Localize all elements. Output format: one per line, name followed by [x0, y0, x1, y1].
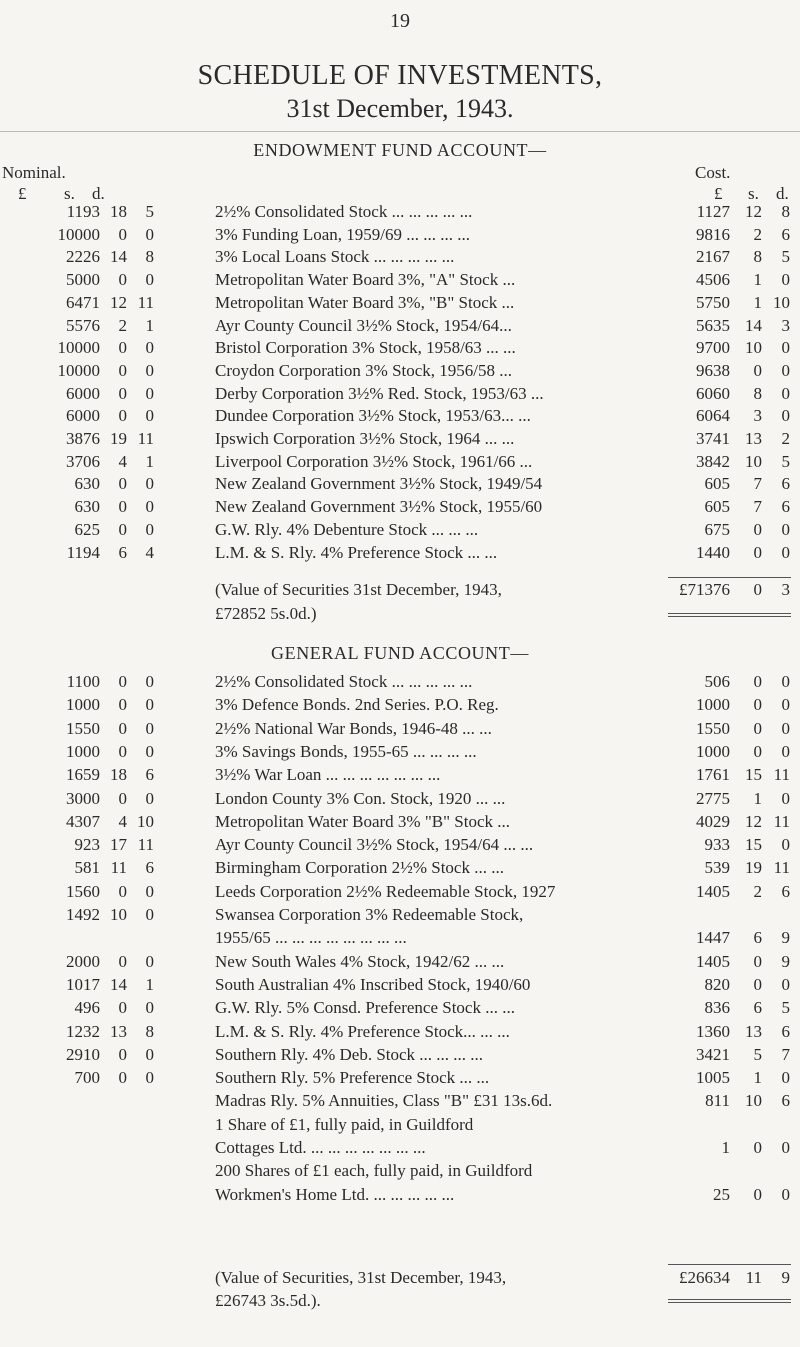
- security-description: Workmen's Home Ltd. ... ... ... ... ...: [215, 1184, 455, 1204]
- nominal-pounds: 625: [74, 519, 100, 539]
- cost-shillings: 2: [753, 881, 762, 901]
- cost-shillings: 13: [745, 429, 762, 448]
- nominal-pounds: 630: [74, 474, 100, 494]
- cost-pounds: 1761: [696, 765, 730, 785]
- page-number: 19: [390, 10, 410, 32]
- nominal-pounds: 10000: [57, 338, 100, 358]
- cost-pence: 0: [781, 360, 790, 380]
- endowment-total-pence: 3: [781, 580, 790, 599]
- security-description: 1955/65 ... ... ... ... ... ... ... ...: [215, 928, 407, 948]
- nominal-pence-unit: d.: [92, 184, 105, 203]
- general-heading: GENERAL FUND ACCOUNT—: [271, 643, 529, 663]
- cost-pound-unit: £: [714, 184, 723, 203]
- security-description: Southern Rly. 5% Preference Stock ... ...: [215, 1068, 490, 1088]
- cost-shillings: 0: [753, 974, 762, 994]
- nominal-shillings: 11: [110, 858, 127, 878]
- nominal-shillings: 14: [110, 974, 127, 994]
- nominal-shillings: 0: [118, 360, 127, 380]
- nominal-pence: 4: [145, 542, 154, 562]
- cost-pence: 5: [781, 451, 790, 471]
- cost-pence-unit: d.: [776, 184, 789, 203]
- security-description: South Australian 4% Inscribed Stock, 1940/60: [215, 974, 531, 994]
- cost-shillings: 0: [753, 695, 762, 715]
- cost-shillings: 6: [753, 998, 762, 1018]
- cost-shillings: 1: [753, 270, 762, 290]
- nominal-pounds: 1017: [66, 974, 100, 994]
- nominal-pounds: 1000: [66, 695, 100, 715]
- cost-pence: 0: [781, 1138, 790, 1157]
- cost-pence: 6: [781, 497, 790, 517]
- endowment-total-pounds: £71376: [679, 580, 730, 599]
- cost-pounds: 605: [704, 474, 730, 494]
- cost-pence: 0: [781, 383, 790, 403]
- security-description: Metropolitan Water Board 3% "B" Stock ...: [215, 811, 511, 831]
- cost-pence: 11: [773, 811, 790, 831]
- security-description: Birmingham Corporation 2½% Stock ... ...: [215, 858, 504, 878]
- nominal-shillings: 18: [110, 202, 127, 221]
- security-description: Metropolitan Water Board 3%, "B" Stock ...: [215, 292, 515, 312]
- nominal-pence: 0: [145, 998, 154, 1018]
- security-description: G.W. Rly. 5% Consd. Preference Stock ... ...: [215, 998, 515, 1018]
- endowment-heading: ENDOWMENT FUND ACCOUNT—: [253, 140, 547, 160]
- cost-pence: 6: [781, 474, 790, 494]
- nominal-pound-unit: £: [18, 184, 27, 203]
- cost-shillings: 1: [753, 292, 762, 312]
- cost-shillings: 1: [753, 788, 762, 808]
- cost-shillings: 0: [753, 542, 762, 562]
- cost-pence: 6: [781, 1091, 790, 1111]
- nominal-pence: 0: [145, 383, 154, 403]
- endowment-value-note: (Value of Securities 31st December, 1943,: [215, 580, 502, 599]
- security-description: Ipswich Corporation 3½% Stock, 1964 ... ...: [215, 429, 515, 448]
- cost-pence: 0: [781, 741, 790, 761]
- nominal-pounds: 1194: [66, 542, 100, 562]
- nominal-pence: 11: [137, 835, 154, 855]
- security-description: New Zealand Government 3½% Stock, 1949/54: [215, 474, 543, 494]
- nominal-shillings: 0: [118, 383, 127, 403]
- endowment-total-shillings: 0: [753, 580, 762, 599]
- nominal-pounds: 1000: [66, 741, 100, 761]
- nominal-pounds: 4307: [66, 811, 100, 831]
- security-description: 200 Shares of £1 each, fully paid, in Guildford: [215, 1161, 533, 1181]
- cost-pounds: 1127: [696, 202, 730, 221]
- nominal-pounds: 2910: [66, 1044, 100, 1064]
- general-double-rule: [668, 1299, 791, 1303]
- cost-shillings: 7: [753, 474, 762, 494]
- cost-pounds: 3741: [696, 429, 730, 448]
- nominal-shillings: 0: [118, 718, 127, 738]
- general-total-shillings: 11: [745, 1268, 762, 1287]
- cost-shillings: 0: [753, 1184, 762, 1204]
- nominal-pounds: 630: [74, 497, 100, 517]
- cost-shillings: 8: [753, 247, 762, 267]
- nominal-shillings: 14: [110, 247, 127, 267]
- nominal-pounds: 6000: [66, 383, 100, 403]
- nominal-pence: 10: [137, 811, 154, 831]
- cost-pence: 9: [781, 928, 790, 948]
- cost-pounds: 9638: [696, 360, 730, 380]
- cost-pence: 0: [781, 974, 790, 994]
- nominal-pounds: 10000: [57, 224, 100, 244]
- security-description: 2½% Consolidated Stock ... ... ... ... ...: [215, 672, 473, 691]
- nominal-pence: 0: [145, 519, 154, 539]
- cost-pounds: 811: [705, 1091, 730, 1111]
- nominal-pence: 0: [145, 881, 154, 901]
- cost-pounds: 2775: [696, 788, 730, 808]
- nominal-pence: 0: [145, 1068, 154, 1088]
- security-description: Liverpool Corporation 3½% Stock, 1961/66 ...: [215, 451, 533, 471]
- security-description: Bristol Corporation 3% Stock, 1958/63 ... ...: [215, 338, 516, 358]
- nominal-pence: 8: [145, 1021, 154, 1041]
- nominal-pounds: 10000: [57, 360, 100, 380]
- cost-shillings: 0: [753, 1138, 762, 1157]
- cost-shillings: 0: [753, 672, 762, 691]
- nominal-pounds: 1100: [66, 672, 100, 691]
- cost-shillings: 0: [753, 360, 762, 380]
- cost-pounds: 836: [704, 998, 730, 1018]
- cost-pence: 5: [781, 998, 790, 1018]
- nominal-pence: 0: [145, 224, 154, 244]
- nominal-pounds: 496: [74, 998, 100, 1018]
- nominal-pounds: 2000: [66, 951, 100, 971]
- nominal-pence: 1: [145, 451, 154, 471]
- nominal-pence: 1: [145, 315, 154, 335]
- nominal-pence: 11: [137, 429, 154, 448]
- nominal-pounds: 1232: [66, 1021, 100, 1041]
- cost-pence: 0: [781, 406, 790, 426]
- security-description: London County 3% Con. Stock, 1920 ... ...: [215, 788, 506, 808]
- nominal-shillings: 0: [118, 998, 127, 1018]
- security-description: Croydon Corporation 3% Stock, 1956/58 ...: [215, 360, 513, 380]
- cost-shillings: 5: [753, 1044, 762, 1064]
- cost-pence: 0: [781, 788, 790, 808]
- cost-pounds: 4029: [696, 811, 730, 831]
- security-description: Madras Rly. 5% Annuities, Class "B" £31 13s.6d.: [215, 1091, 553, 1111]
- cost-shillings: 2: [753, 224, 762, 244]
- nominal-shillings: 2: [118, 315, 127, 335]
- cost-pounds: 1405: [696, 951, 730, 971]
- security-description: G.W. Rly. 4% Debenture Stock ... ... ...: [215, 519, 479, 539]
- security-description: New Zealand Government 3½% Stock, 1955/60: [215, 497, 543, 517]
- nominal-shillings: 0: [118, 951, 127, 971]
- nominal-pence: 8: [145, 247, 154, 267]
- nominal-pounds: 923: [74, 835, 100, 855]
- security-description: 2½% National War Bonds, 1946-48 ... ...: [215, 718, 492, 738]
- top-rule: [0, 131, 800, 132]
- security-description: Metropolitan Water Board 3%, "A" Stock ...: [215, 270, 516, 290]
- page-subtitle: 31st December, 1943.: [286, 94, 514, 123]
- cost-pence: 0: [781, 1184, 790, 1204]
- nominal-shillings: 0: [118, 1068, 127, 1088]
- nominal-shillings: 0: [118, 474, 127, 494]
- cost-shillings: 0: [753, 951, 762, 971]
- cost-shillings: 7: [753, 497, 762, 517]
- cost-pounds: 9700: [696, 338, 730, 358]
- cost-pence: 0: [781, 672, 790, 691]
- cost-pounds: 933: [704, 835, 730, 855]
- nominal-shillings: 4: [118, 451, 127, 471]
- cost-shillings: 14: [745, 315, 762, 335]
- nominal-shillings: 0: [118, 519, 127, 539]
- nominal-pence: 0: [145, 474, 154, 494]
- nominal-shillings: 6: [118, 542, 127, 562]
- cost-pence: 5: [781, 247, 790, 267]
- cost-pounds: 1360: [696, 1021, 730, 1041]
- nominal-pounds: 6000: [66, 406, 100, 426]
- nominal-pounds: 1193: [66, 202, 100, 221]
- nominal-shillings: 0: [118, 406, 127, 426]
- security-description: Dundee Corporation 3½% Stock, 1953/63... ...: [215, 406, 531, 426]
- cost-pounds: 6064: [696, 406, 730, 426]
- cost-pounds: 5635: [696, 315, 730, 335]
- cost-shillings: 12: [745, 811, 762, 831]
- security-description: Leeds Corporation 2½% Redeemable Stock, 1927: [215, 881, 556, 901]
- security-description: Cottages Ltd. ... ... ... ... ... ... ...: [215, 1138, 426, 1157]
- cost-shilling-unit: s.: [748, 184, 759, 203]
- cost-pence: 11: [773, 858, 790, 878]
- cost-pounds: 2167: [696, 247, 730, 267]
- nominal-shillings: 0: [118, 224, 127, 244]
- nominal-pounds: 1659: [66, 765, 100, 785]
- cost-pounds: 539: [704, 858, 730, 878]
- cost-shillings: 0: [753, 519, 762, 539]
- nominal-pence: 0: [145, 695, 154, 715]
- nominal-pence: 0: [145, 718, 154, 738]
- security-description: Swansea Corporation 3% Redeemable Stock,: [215, 905, 524, 924]
- cost-pounds: 1405: [696, 881, 730, 901]
- nominal-pence: 0: [145, 672, 154, 691]
- nominal-pounds: 2226: [66, 247, 100, 267]
- cost-shillings: 1: [753, 1068, 762, 1088]
- nominal-pounds: 1550: [66, 718, 100, 738]
- nominal-pounds: 1560: [66, 881, 100, 901]
- cost-pounds: 1550: [696, 718, 730, 738]
- cost-shillings: 3: [753, 406, 762, 426]
- nominal-pence: 0: [145, 905, 154, 924]
- cost-pounds: 820: [704, 974, 730, 994]
- nominal-shillings: 0: [118, 881, 127, 901]
- nominal-shillings: 0: [118, 1044, 127, 1064]
- general-total-pounds: £26634: [679, 1268, 730, 1287]
- cost-pounds: 1440: [696, 542, 730, 562]
- cost-pounds: 1000: [696, 695, 730, 715]
- cost-pounds: 1: [721, 1138, 730, 1157]
- cost-header: Cost.: [695, 163, 731, 182]
- cost-pounds: 4506: [696, 270, 730, 290]
- nominal-pence: 0: [145, 406, 154, 426]
- security-description: 2½% Consolidated Stock ... ... ... ... ...: [215, 202, 473, 221]
- security-description: 1 Share of £1, fully paid, in Guildford: [215, 1114, 474, 1134]
- security-description: Ayr County Council 3½% Stock, 1954/64 ... ...: [215, 835, 534, 855]
- security-description: 3% Defence Bonds. 2nd Series. P.O. Reg.: [215, 695, 499, 715]
- cost-pence: 6: [781, 224, 790, 244]
- cost-pence: 0: [781, 1068, 790, 1088]
- security-description: L.M. & S. Rly. 4% Preference Stock ... ...: [215, 542, 498, 562]
- endowment-total-rule: [668, 577, 791, 578]
- nominal-pence: 0: [145, 338, 154, 358]
- nominal-pence: 1: [145, 974, 154, 994]
- cost-pence: 0: [781, 695, 790, 715]
- cost-pounds: 675: [704, 519, 730, 539]
- cost-pounds: 1000: [696, 741, 730, 761]
- nominal-shillings: 18: [110, 765, 127, 785]
- cost-shillings: 0: [753, 718, 762, 738]
- cost-pence: 0: [781, 338, 790, 358]
- cost-pence: 11: [773, 765, 790, 785]
- cost-shillings: 10: [745, 1091, 762, 1111]
- nominal-pence: 0: [145, 788, 154, 808]
- cost-pounds: 605: [704, 497, 730, 517]
- cost-pence: 7: [781, 1044, 790, 1064]
- nominal-pence: 6: [145, 858, 154, 878]
- general-value-note-cont: £26743 3s.5d.).: [215, 1291, 321, 1310]
- nominal-pounds: 3876: [66, 429, 100, 448]
- nominal-pence: 0: [145, 1044, 154, 1064]
- cost-pence: 3: [781, 315, 790, 335]
- cost-pence: 0: [781, 542, 790, 562]
- cost-pounds: 506: [704, 672, 730, 691]
- cost-shillings: 15: [745, 835, 762, 855]
- security-description: New South Wales 4% Stock, 1942/62 ... ...: [215, 951, 505, 971]
- cost-shillings: 13: [745, 1021, 762, 1041]
- cost-shillings: 10: [745, 338, 762, 358]
- nominal-shillings: 12: [110, 292, 127, 312]
- nominal-shillings: 0: [118, 497, 127, 517]
- security-description: 3% Local Loans Stock ... ... ... ... ...: [215, 247, 455, 267]
- security-description: Ayr County Council 3½% Stock, 1954/64...: [215, 315, 512, 335]
- cost-shillings: 15: [745, 765, 762, 785]
- security-description: L.M. & S. Rly. 4% Preference Stock... ... ...: [215, 1021, 510, 1041]
- security-description: Southern Rly. 4% Deb. Stock ... ... ... ...: [215, 1044, 484, 1064]
- general-value-note: (Value of Securities, 31st December, 1943,: [215, 1268, 507, 1287]
- cost-shillings: 10: [745, 451, 762, 471]
- cost-pounds: 25: [713, 1184, 730, 1204]
- cost-pounds: 5750: [696, 292, 730, 312]
- nominal-pence: 0: [145, 497, 154, 517]
- nominal-pounds: 6471: [66, 292, 100, 312]
- cost-pence: 6: [781, 881, 790, 901]
- cost-pence: 0: [781, 835, 790, 855]
- cost-pounds: 3421: [696, 1044, 730, 1064]
- nominal-shillings: 17: [110, 835, 127, 855]
- nominal-pence: 0: [145, 741, 154, 761]
- nominal-pence: 0: [145, 360, 154, 380]
- cost-pence: 9: [781, 951, 790, 971]
- cost-pence: 10: [773, 292, 790, 312]
- general-total-pence: 9: [781, 1268, 790, 1287]
- nominal-pence: 6: [145, 765, 154, 785]
- nominal-shillings: 0: [118, 788, 127, 808]
- nominal-shillings: 0: [118, 338, 127, 358]
- cost-pence: 0: [781, 519, 790, 539]
- cost-pounds: 9816: [696, 224, 730, 244]
- cost-pounds: 6060: [696, 383, 730, 403]
- nominal-pounds: 1492: [66, 905, 100, 924]
- page-title: SCHEDULE OF INVESTMENTS,: [197, 60, 603, 91]
- nominal-shillings: 10: [110, 905, 127, 924]
- nominal-pounds: 700: [74, 1068, 100, 1088]
- nominal-shillings: 0: [118, 695, 127, 715]
- cost-pounds: 3842: [696, 451, 730, 471]
- nominal-shilling-unit: s.: [64, 184, 75, 203]
- cost-shillings: 19: [745, 858, 762, 878]
- nominal-shillings: 0: [118, 672, 127, 691]
- nominal-header: Nominal.: [2, 163, 66, 182]
- nominal-shillings: 19: [110, 429, 127, 448]
- cost-pounds: 1005: [696, 1068, 730, 1088]
- nominal-shillings: 0: [118, 741, 127, 761]
- cost-shillings: 8: [753, 383, 762, 403]
- nominal-pounds: 5000: [66, 270, 100, 290]
- cost-shillings: 12: [745, 202, 762, 221]
- nominal-shillings: 0: [118, 270, 127, 290]
- nominal-pence: 5: [145, 202, 154, 221]
- cost-pence: 0: [781, 718, 790, 738]
- security-description: Derby Corporation 3½% Red. Stock, 1953/63 ...: [215, 383, 544, 403]
- cost-shillings: 6: [753, 928, 762, 948]
- nominal-pence: 0: [145, 951, 154, 971]
- cost-pence: 2: [781, 429, 790, 448]
- nominal-pence: 11: [137, 292, 154, 312]
- cost-pence: 8: [781, 202, 790, 221]
- nominal-shillings: 13: [110, 1021, 127, 1041]
- security-description: 3% Funding Loan, 1959/69 ... ... ... ...: [215, 224, 470, 244]
- nominal-pounds: 581: [74, 858, 100, 878]
- nominal-shillings: 4: [118, 811, 127, 831]
- endowment-double-rule: [668, 613, 791, 617]
- cost-pounds: 1447: [696, 928, 730, 948]
- nominal-pounds: 5576: [66, 315, 100, 335]
- nominal-pounds: 3000: [66, 788, 100, 808]
- endowment-value-note-cont: £72852 5s.0d.): [215, 604, 317, 623]
- nominal-pounds: 3706: [66, 451, 100, 471]
- cost-pence: 6: [781, 1021, 790, 1041]
- security-description: 3% Savings Bonds, 1955-65 ... ... ... ...: [215, 741, 477, 761]
- nominal-pence: 0: [145, 270, 154, 290]
- general-total-rule: [668, 1264, 791, 1265]
- cost-pence: 0: [781, 270, 790, 290]
- security-description: 3½% War Loan ... ... ... ... ... ... ...: [215, 765, 441, 785]
- cost-shillings: 0: [753, 741, 762, 761]
